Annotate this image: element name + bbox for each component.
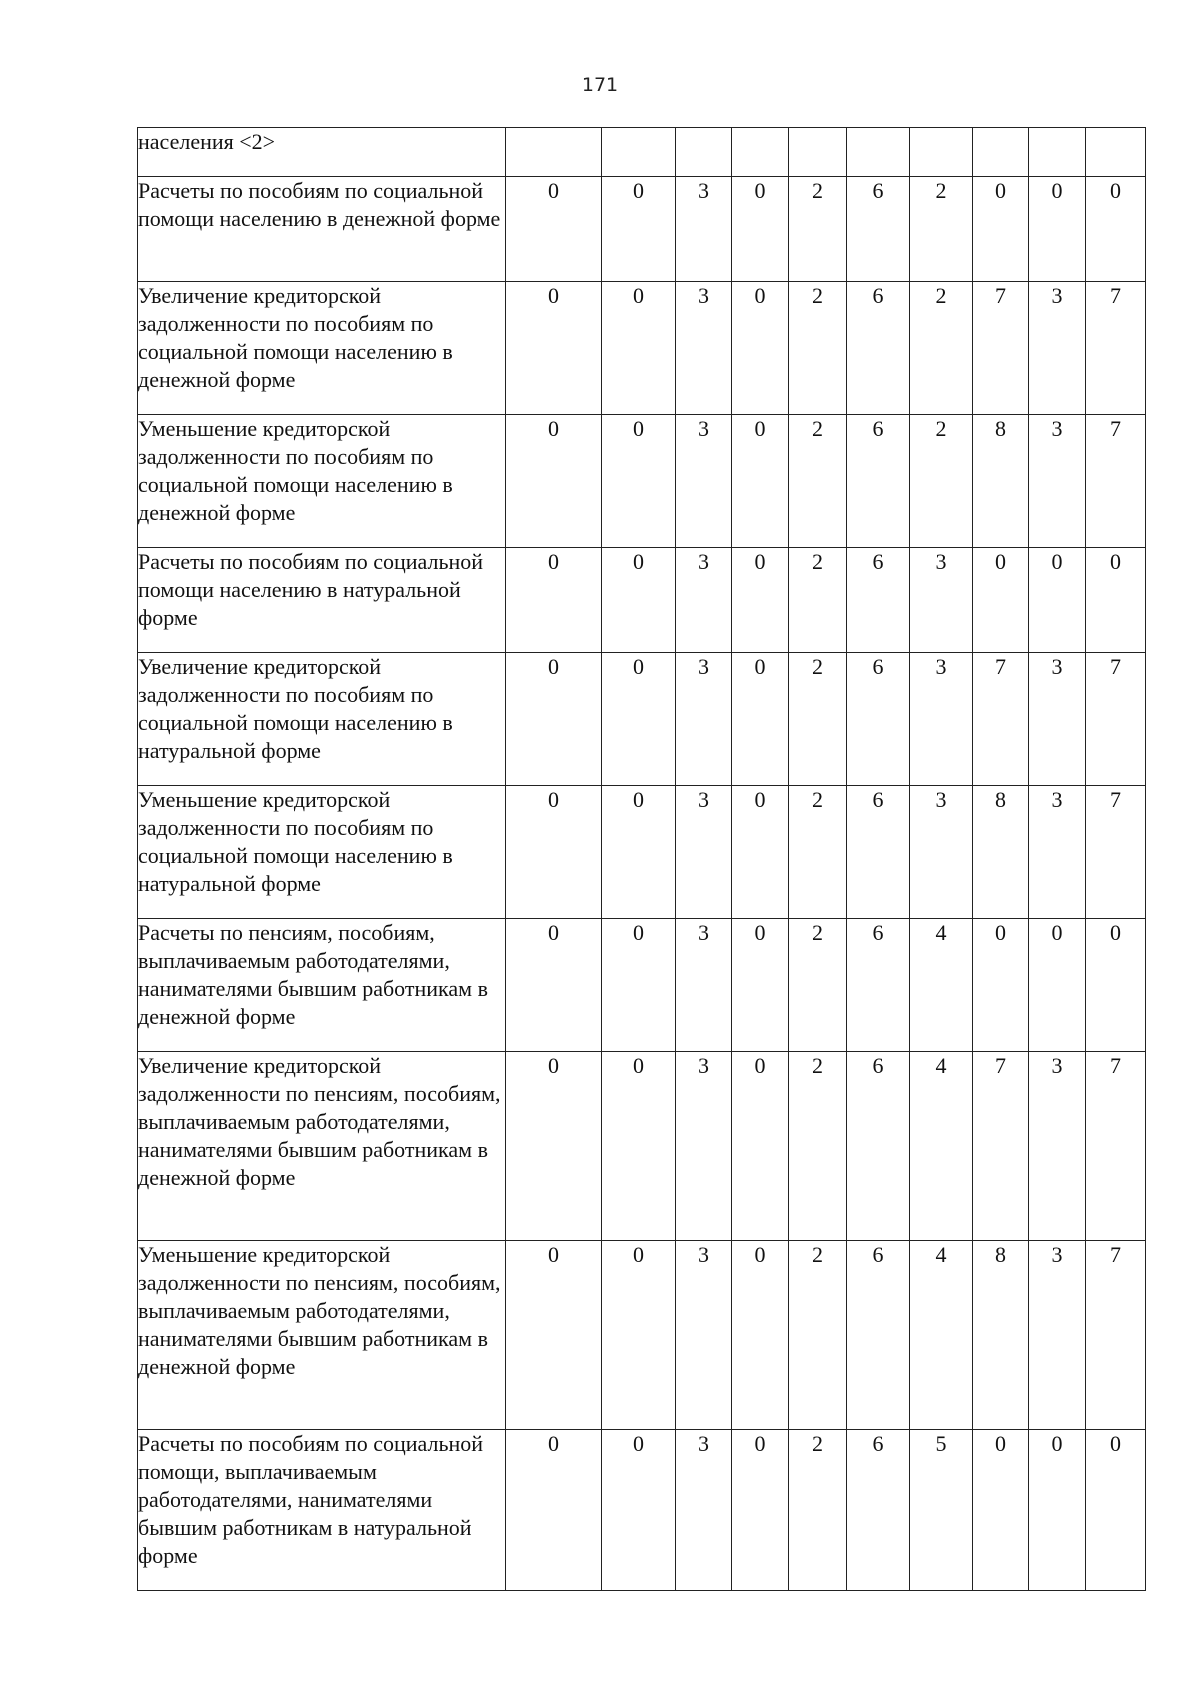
code-digit-4: 0 — [732, 786, 789, 919]
row-label: Расчеты по пособиям по социальной помощи, выплачиваемым работодателями, нанимателями бывшим работникам в натуральной форме — [138, 1430, 506, 1591]
code-digit-7: 3 — [910, 653, 973, 786]
code-digit-6: 6 — [847, 1430, 910, 1591]
code-digit-9: 3 — [1029, 1052, 1086, 1241]
code-digit-7: 4 — [910, 1241, 973, 1430]
code-digit-7: 4 — [910, 919, 973, 1052]
table-row — [138, 282, 1146, 415]
code-digit-7: 4 — [910, 1052, 973, 1241]
code-digit-1: 0 — [506, 548, 602, 653]
row-label: Увеличение кредиторской задолженности по пенсиям, пособиям, выплачиваемым работодателями, нанимателями бывшим работникам в денежной форме — [138, 1052, 506, 1241]
code-digit-8: 7 — [973, 653, 1029, 786]
code-digit-1: 0 — [506, 415, 602, 548]
code-digit-8: 7 — [973, 282, 1029, 415]
code-digit-2 — [602, 128, 676, 177]
code-digit-3: 3 — [676, 282, 732, 415]
code-digit-9: 3 — [1029, 786, 1086, 919]
row-label: Расчеты по пенсиям, пособиям, выплачиваемым работодателями, нанимателями бывшим работникам в денежной форме — [138, 919, 506, 1052]
code-digit-2: 0 — [602, 415, 676, 548]
code-digit-5: 2 — [789, 177, 847, 282]
row-label: Уменьшение кредиторской задолженности по пособиям по социальной помощи населению в денежной форме — [138, 415, 506, 548]
code-digit-7: 5 — [910, 1430, 973, 1591]
code-digit-5: 2 — [789, 282, 847, 415]
code-digit-4: 0 — [732, 282, 789, 415]
row-label: Расчеты по пособиям по социальной помощи населению в натуральной форме — [138, 548, 506, 653]
code-digit-9: 0 — [1029, 1430, 1086, 1591]
code-digit-6: 6 — [847, 548, 910, 653]
table-row — [138, 919, 1146, 1052]
code-digit-1: 0 — [506, 282, 602, 415]
code-digit-3: 3 — [676, 1241, 732, 1430]
code-digit-10: 0 — [1086, 548, 1146, 653]
table-row — [138, 128, 1146, 177]
code-digit-5: 2 — [789, 786, 847, 919]
code-digit-9: 0 — [1029, 177, 1086, 282]
code-digit-2: 0 — [602, 1241, 676, 1430]
code-digit-5: 2 — [789, 548, 847, 653]
code-digit-3: 3 — [676, 1430, 732, 1591]
code-digit-7: 3 — [910, 548, 973, 653]
row-label: Расчеты по пособиям по социальной помощи населению в денежной форме — [138, 177, 506, 282]
code-digit-2: 0 — [602, 548, 676, 653]
code-digit-3: 3 — [676, 1052, 732, 1241]
code-digit-3: 3 — [676, 786, 732, 919]
code-digit-9: 3 — [1029, 415, 1086, 548]
code-digit-3 — [676, 128, 732, 177]
code-digit-1: 0 — [506, 1241, 602, 1430]
account-codes-table — [137, 127, 1146, 1591]
page-number: 171 — [581, 74, 619, 96]
code-digit-8 — [973, 128, 1029, 177]
table-row — [138, 786, 1146, 919]
code-digit-2: 0 — [602, 786, 676, 919]
code-digit-4: 0 — [732, 548, 789, 653]
code-digit-6: 6 — [847, 1052, 910, 1241]
code-digit-9: 3 — [1029, 653, 1086, 786]
code-digit-3: 3 — [676, 415, 732, 548]
code-digit-1 — [506, 128, 602, 177]
code-digit-9: 3 — [1029, 282, 1086, 415]
code-digit-7: 2 — [910, 282, 973, 415]
table-row — [138, 177, 1146, 282]
code-digit-7: 2 — [910, 177, 973, 282]
code-digit-6: 6 — [847, 177, 910, 282]
code-digit-10: 0 — [1086, 1430, 1146, 1591]
code-digit-5: 2 — [789, 1052, 847, 1241]
code-digit-10: 7 — [1086, 786, 1146, 919]
table-row — [138, 415, 1146, 548]
code-digit-3: 3 — [676, 548, 732, 653]
row-label: Уменьшение кредиторской задолженности по пенсиям, пособиям, выплачиваемым работодателями, нанимателями бывшим работникам в денежной форме — [138, 1241, 506, 1430]
code-digit-4: 0 — [732, 415, 789, 548]
code-digit-10: 0 — [1086, 919, 1146, 1052]
code-digit-6 — [847, 128, 910, 177]
code-digit-1: 0 — [506, 1430, 602, 1591]
code-digit-5: 2 — [789, 415, 847, 548]
code-digit-8: 0 — [973, 1430, 1029, 1591]
code-digit-2: 0 — [602, 1052, 676, 1241]
code-digit-2: 0 — [602, 282, 676, 415]
row-label: населения <2> — [138, 128, 506, 177]
code-digit-5: 2 — [789, 1241, 847, 1430]
code-digit-10: 7 — [1086, 282, 1146, 415]
code-digit-4: 0 — [732, 653, 789, 786]
code-digit-9: 3 — [1029, 1241, 1086, 1430]
code-digit-9 — [1029, 128, 1086, 177]
table-row — [138, 1430, 1146, 1591]
code-digit-4: 0 — [732, 177, 789, 282]
table-row — [138, 1241, 1146, 1430]
code-digit-5 — [789, 128, 847, 177]
code-digit-4: 0 — [732, 1430, 789, 1591]
code-digit-8: 8 — [973, 786, 1029, 919]
row-label: Уменьшение кредиторской задолженности по пособиям по социальной помощи населению в натуральной форме — [138, 786, 506, 919]
code-digit-6: 6 — [847, 282, 910, 415]
code-digit-10 — [1086, 128, 1146, 177]
code-digit-8: 8 — [973, 415, 1029, 548]
code-digit-6: 6 — [847, 919, 910, 1052]
code-digit-8: 7 — [973, 1052, 1029, 1241]
code-digit-4: 0 — [732, 919, 789, 1052]
code-digit-10: 7 — [1086, 1241, 1146, 1430]
code-digit-6: 6 — [847, 653, 910, 786]
table-row — [138, 1052, 1146, 1241]
code-digit-7: 2 — [910, 415, 973, 548]
code-digit-7: 3 — [910, 786, 973, 919]
code-digit-1: 0 — [506, 177, 602, 282]
code-digit-4: 0 — [732, 1241, 789, 1430]
code-digit-9: 0 — [1029, 548, 1086, 653]
code-digit-9: 0 — [1029, 919, 1086, 1052]
code-digit-1: 0 — [506, 786, 602, 919]
code-digit-4: 0 — [732, 1052, 789, 1241]
code-digit-10: 7 — [1086, 653, 1146, 786]
code-digit-1: 0 — [506, 1052, 602, 1241]
code-digit-6: 6 — [847, 786, 910, 919]
code-digit-2: 0 — [602, 1430, 676, 1591]
table-row — [138, 653, 1146, 786]
code-digit-2: 0 — [602, 653, 676, 786]
row-label: Увеличение кредиторской задолженности по пособиям по социальной помощи населению в натуральной форме — [138, 653, 506, 786]
code-digit-5: 2 — [789, 1430, 847, 1591]
code-digit-6: 6 — [847, 1241, 910, 1430]
code-digit-8: 8 — [973, 1241, 1029, 1430]
code-digit-1: 0 — [506, 919, 602, 1052]
code-digit-5: 2 — [789, 919, 847, 1052]
code-digit-10: 7 — [1086, 415, 1146, 548]
code-digit-5: 2 — [789, 653, 847, 786]
code-digit-3: 3 — [676, 177, 732, 282]
code-digit-3: 3 — [676, 653, 732, 786]
code-digit-4 — [732, 128, 789, 177]
row-label: Увеличение кредиторской задолженности по пособиям по социальной помощи населению в денежной форме — [138, 282, 506, 415]
code-digit-10: 7 — [1086, 1052, 1146, 1241]
code-digit-8: 0 — [973, 177, 1029, 282]
code-digit-2: 0 — [602, 919, 676, 1052]
code-digit-2: 0 — [602, 177, 676, 282]
code-digit-10: 0 — [1086, 177, 1146, 282]
code-digit-7 — [910, 128, 973, 177]
code-digit-8: 0 — [973, 548, 1029, 653]
table-row — [138, 548, 1146, 653]
code-digit-6: 6 — [847, 415, 910, 548]
code-digit-1: 0 — [506, 653, 602, 786]
code-digit-8: 0 — [973, 919, 1029, 1052]
code-digit-3: 3 — [676, 919, 732, 1052]
